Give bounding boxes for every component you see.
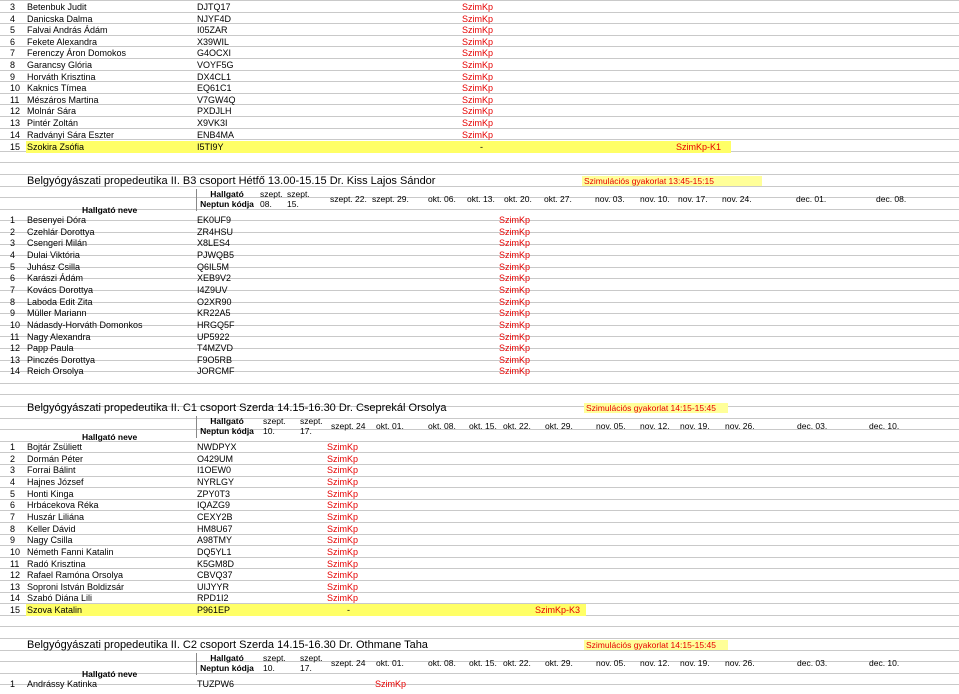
table-row[interactable] [0, 24, 959, 36]
column-date: dec. 01. [796, 194, 827, 204]
row-number: 10 [10, 319, 21, 330]
table-row[interactable] [0, 226, 959, 238]
row-number: 5 [10, 25, 16, 36]
neptun-code: TUZPW6 [197, 679, 234, 689]
row-number: 14 [10, 366, 21, 377]
table-row[interactable] [0, 13, 959, 25]
row-number: 12 [10, 343, 21, 354]
column-date: nov. 26. [725, 658, 755, 668]
student-name: Szabó Diána Lili [27, 593, 93, 604]
student-name: Kovács Dorottya [27, 284, 94, 295]
row-number: 5 [10, 488, 16, 499]
group-title: Belgyógyászati propedeutika II. C1 csoport Szerda 14.15-16.30 Dr. Cseprekál Orsolya [27, 402, 447, 414]
column-date: okt. 08. [428, 658, 456, 668]
neptun-code: X9VK3I [197, 118, 228, 128]
row-number: 9 [10, 535, 16, 546]
table-row[interactable] [0, 342, 959, 354]
row-number: 1 [10, 442, 16, 452]
grade-mark: SzimKp [499, 238, 531, 249]
grid-line [0, 626, 959, 627]
student-name: Garancsy Glória [27, 60, 93, 70]
table-row[interactable] [0, 581, 959, 593]
header-date: szept. [263, 653, 286, 663]
neptun-code: X8LES4 [197, 238, 231, 249]
student-name: Juhász Csilla [27, 261, 81, 272]
column-date: nov. 05. [596, 658, 626, 668]
neptun-code: T4MZVD [197, 343, 233, 354]
table-row[interactable] [0, 94, 959, 106]
header-date: szept. [300, 416, 323, 426]
grade-mark: SzimKp [462, 60, 494, 70]
student-name: Huszár Liliána [27, 511, 85, 522]
table-row[interactable] [0, 499, 959, 511]
column-date: nov. 17. [678, 194, 708, 204]
grade-mark: SzimKp [327, 442, 359, 452]
header-date: 08. [260, 199, 272, 209]
neptun-code: PJWQB5 [197, 249, 235, 260]
grid-line [0, 383, 959, 384]
grade-mark: SzimKp [462, 106, 494, 117]
column-date: okt. 15. [469, 421, 497, 431]
neptun-code: Q6IL5M [197, 261, 230, 272]
row-number: 3 [10, 2, 16, 12]
student-name: Soproni István Boldizsár [27, 581, 125, 592]
grade-mark: SzimKp [499, 354, 531, 365]
student-name: Bojtár Zsüliett [27, 442, 83, 452]
header-neptun-1: Hallgató [210, 189, 244, 199]
row-number: 1 [10, 215, 16, 225]
row-number: 12 [10, 570, 21, 581]
neptun-code: UP5922 [197, 331, 230, 342]
grade-mark: SzimKp [327, 500, 359, 511]
row-number: 6 [10, 500, 16, 511]
row-number: 14 [10, 129, 21, 140]
table-row[interactable] [0, 272, 959, 284]
header-date: szept. [287, 189, 310, 199]
neptun-code: F9O5RB [197, 354, 233, 365]
grade-mark: SzimKp [499, 331, 531, 342]
student-name: Besenyei Dóra [27, 215, 87, 225]
grade-mark: SzimKp [499, 366, 531, 377]
row-number: 8 [10, 523, 16, 534]
neptun-code: V7GW4Q [197, 94, 236, 105]
student-name: Nagy Alexandra [27, 331, 91, 342]
row-number: 11 [10, 558, 20, 569]
table-row[interactable] [0, 117, 959, 129]
grade-mark: SzimKp [327, 593, 359, 604]
student-name: Horváth Krisztina [27, 71, 96, 82]
grid-line [0, 162, 959, 163]
header-date: 17. [300, 426, 312, 436]
table-row[interactable] [0, 82, 959, 94]
table-row[interactable] [0, 237, 959, 249]
student-name: Szova Katalin [27, 605, 83, 615]
row-number: 13 [10, 118, 21, 128]
student-name: Pintér Zoltán [27, 118, 79, 128]
header-date: 10. [263, 426, 275, 436]
student-name: Karászi Ádám [27, 273, 84, 284]
simulation-note: Szimulációs gyakorlat 13:45-15:15 [582, 176, 762, 186]
grade-mark: SzimKp [499, 308, 531, 319]
column-date: dec. 03. [797, 421, 828, 431]
column-date: okt. 13. [467, 194, 495, 204]
row-number: 3 [10, 238, 16, 249]
student-name: Radványi Sára Eszter [27, 129, 115, 140]
table-row[interactable] [0, 105, 959, 117]
column-date: dec. 08. [876, 194, 907, 204]
neptun-code: NJYF4D [197, 13, 232, 24]
header-neptun-2: Neptun kódja [200, 199, 254, 209]
row-number: 7 [10, 511, 16, 522]
neptun-code: I5TI9Y [197, 142, 224, 152]
student-name: Papp Paula [27, 343, 74, 354]
table-row[interactable] [0, 129, 959, 141]
student-name: Dulai Viktória [27, 249, 80, 260]
neptun-code: EK0UF9 [197, 215, 232, 225]
column-date: okt. 20. [504, 194, 532, 204]
table-row[interactable] [0, 511, 959, 523]
table-row[interactable] [0, 307, 959, 319]
neptun-code: I1OEW0 [197, 465, 232, 476]
neptun-code: XEB9V2 [197, 273, 232, 284]
table-row[interactable] [0, 523, 959, 535]
neptun-code: HRGQ5F [197, 319, 235, 330]
neptun-code: RPD1I2 [197, 593, 229, 604]
neptun-code: DQ5YL1 [197, 546, 232, 557]
table-row[interactable] [0, 214, 959, 226]
table-row[interactable] [0, 569, 959, 581]
neptun-code: NWDPYX [197, 442, 237, 452]
row-number: 4 [10, 476, 16, 487]
row-number: 5 [10, 261, 16, 272]
row-number: 9 [10, 308, 16, 319]
column-date: okt. 22. [503, 421, 531, 431]
header-neptun-1: Hallgató [210, 653, 244, 663]
neptun-code: HM8U67 [197, 523, 233, 534]
neptun-code: A98TMY [197, 535, 233, 546]
grid-line [0, 418, 959, 419]
student-name: Nagy Csilla [27, 535, 73, 546]
table-row[interactable] [0, 284, 959, 296]
table-row[interactable] [0, 476, 959, 488]
column-date: okt. 22. [503, 658, 531, 668]
grade-mark: SzimKp [327, 523, 359, 534]
student-name: Hrbácekova Réka [27, 500, 99, 511]
student-name: Csengeri Milán [27, 238, 88, 249]
grade-mark: SzimKp [375, 679, 407, 689]
grade-mark: SzimKp [499, 273, 531, 284]
grade-mark: SzimKp [462, 2, 494, 12]
header-student-name: Hallgató neve [82, 669, 138, 679]
row-number: 10 [10, 83, 21, 94]
row-number: 6 [10, 36, 16, 47]
header-divider [196, 189, 197, 211]
column-date: nov. 24. [722, 194, 752, 204]
row-number: 13 [10, 581, 21, 592]
column-date: nov. 19. [680, 658, 710, 668]
student-name: Hajnes József [27, 476, 84, 487]
column-date: nov. 03. [595, 194, 625, 204]
column-date: nov. 26. [725, 421, 755, 431]
grade-mark: SzimKp [499, 343, 531, 354]
grade-mark: SzimKp [499, 296, 531, 307]
table-row[interactable] [0, 36, 959, 48]
column-date: okt. 15. [469, 658, 497, 668]
neptun-code: I05ZAR [197, 25, 228, 36]
header-date: szept. [300, 653, 323, 663]
row-number: 6 [10, 273, 16, 284]
column-date: szept. 22. [330, 194, 367, 204]
student-name: Czehlár Dorottya [27, 226, 95, 237]
table-row[interactable] [0, 558, 959, 570]
table-row[interactable] [0, 296, 959, 308]
neptun-code: O2XR90 [197, 296, 232, 307]
header-date: 10. [263, 663, 275, 673]
column-date: okt. 06. [428, 194, 456, 204]
grade-mark: SzimKp [462, 129, 494, 140]
student-name: Kaknics Tímea [27, 83, 87, 94]
row-number: 14 [10, 593, 21, 604]
simulation-note: Szimulációs gyakorlat 14:15-15:45 [584, 640, 728, 650]
column-date: okt. 01. [376, 658, 404, 668]
grade-mark: SzimKp [327, 535, 359, 546]
student-name: Andrássy Katinka [27, 679, 98, 689]
student-name: Ferenczy Áron Domokos [27, 48, 127, 59]
neptun-code: PXDJLH [197, 106, 232, 117]
table-row[interactable] [0, 47, 959, 59]
table-row[interactable] [0, 534, 959, 546]
row-number: 15 [10, 142, 21, 152]
column-date: nov. 05. [596, 421, 626, 431]
grade-mark: SzimKp [462, 48, 494, 59]
row-number: 9 [10, 71, 16, 82]
student-name: Müller Mariann [27, 308, 87, 319]
row-number: 7 [10, 284, 16, 295]
grade-mark: SzimKp [499, 226, 531, 237]
neptun-code: X39WIL [197, 36, 230, 47]
student-name: Németh Fanni Katalin [27, 546, 114, 557]
grid-line [0, 673, 959, 674]
column-date: nov. 12. [640, 421, 670, 431]
table-row[interactable] [0, 1, 959, 13]
table-row[interactable] [0, 71, 959, 83]
table-row[interactable] [0, 365, 959, 377]
student-name: Radó Krisztina [27, 558, 86, 569]
student-name: Betenbuk Judit [27, 2, 87, 12]
table-row[interactable] [0, 319, 959, 331]
grade-mark: SzimKp [462, 36, 494, 47]
student-name: Falvai András Ádám [27, 25, 108, 36]
row-number: 11 [10, 331, 20, 342]
header-neptun-1: Hallgató [210, 416, 244, 426]
column-date: okt. 29. [545, 421, 573, 431]
grade-mark: SzimKp [499, 215, 531, 225]
grade-mark: SzimKp [462, 118, 494, 128]
grid-line [0, 209, 959, 210]
neptun-code: I4Z9UV [197, 284, 228, 295]
table-row[interactable] [0, 441, 959, 453]
student-name: Laboda Edit Zita [27, 296, 93, 307]
column-date: szept. 24 [331, 658, 366, 668]
header-student-name: Hallgató neve [82, 205, 138, 215]
student-name: Dormán Péter [27, 453, 84, 464]
row-number: 12 [10, 106, 21, 117]
neptun-code: ZR4HSU [197, 226, 234, 237]
neptun-code: VOYF5G [197, 60, 234, 70]
row-number: 13 [10, 354, 21, 365]
table-row[interactable] [0, 546, 959, 558]
table-row[interactable] [0, 464, 959, 476]
grade-mark: SzimKp [462, 94, 494, 105]
neptun-code: ENB4MA [197, 129, 235, 140]
table-row[interactable] [0, 261, 959, 273]
neptun-code: DX4CL1 [197, 71, 232, 82]
row-number: 8 [10, 60, 16, 70]
grade-mark: SzimKp [327, 465, 359, 476]
student-name: Forrai Bálint [27, 465, 76, 476]
table-row[interactable] [0, 678, 959, 690]
table-row[interactable] [10, 604, 586, 616]
neptun-code: UIJYYR [197, 581, 230, 592]
row-number: 4 [10, 249, 16, 260]
group-title: Belgyógyászati propedeutika II. C2 csoport Szerda 14.15-16.30 Dr. Othmane Taha [27, 639, 428, 651]
neptun-code: DJTQ17 [197, 2, 231, 12]
header-date: 17. [300, 663, 312, 673]
table-row[interactable] [10, 141, 731, 153]
dash-mark: - [480, 142, 483, 152]
table-row[interactable] [0, 592, 959, 604]
table-row[interactable] [0, 488, 959, 500]
header-date: szept. [263, 416, 286, 426]
column-date: dec. 10. [869, 658, 900, 668]
header-student-name: Hallgató neve [82, 432, 138, 442]
grade-mark: SzimKp [327, 570, 359, 581]
row-number: 2 [10, 226, 16, 237]
neptun-code: K5GM8D [197, 558, 235, 569]
student-name: Rafael Ramóna Orsolya [27, 570, 124, 581]
column-date: okt. 01. [376, 421, 404, 431]
column-date: okt. 08. [428, 421, 456, 431]
student-name: Keller Dávid [27, 523, 76, 534]
header-date: szept. [260, 189, 283, 199]
row-number: 15 [10, 605, 21, 615]
column-date: nov. 10. [640, 194, 670, 204]
grade-mark: SzimKp [327, 558, 359, 569]
neptun-code: P961EP [197, 605, 231, 615]
dash-mark: - [347, 605, 350, 615]
table-row[interactable] [0, 249, 959, 261]
grade-mark: SzimKp-K1 [676, 142, 722, 152]
row-number: 1 [10, 679, 16, 689]
student-name: Fekete Alexandra [27, 36, 98, 47]
neptun-code: O429UM [197, 453, 234, 464]
student-name: Molnár Sára [27, 106, 77, 117]
grade-mark: SzimKp [499, 319, 531, 330]
grade-mark: SzimKp [462, 83, 494, 94]
column-date: okt. 27. [544, 194, 572, 204]
student-name: Mészáros Martina [27, 94, 99, 105]
row-number: 2 [10, 453, 16, 464]
grade-mark: SzimKp [499, 249, 531, 260]
neptun-code: NYRLGY [197, 476, 235, 487]
neptun-code: JORCMF [197, 366, 235, 377]
grid-line [0, 394, 959, 395]
row-number: 8 [10, 296, 16, 307]
row-number: 10 [10, 546, 21, 557]
grade-mark: SzimKp [499, 284, 531, 295]
column-date: szept. 24 [331, 421, 366, 431]
column-date: szept. 29. [372, 194, 409, 204]
grade-mark: SzimKp [327, 488, 359, 499]
column-date: nov. 19. [680, 421, 710, 431]
table-row[interactable] [0, 354, 959, 366]
column-date: dec. 03. [797, 658, 828, 668]
header-divider [196, 416, 197, 438]
neptun-code: IQAZG9 [197, 500, 231, 511]
student-name: Honti Kinga [27, 488, 74, 499]
table-row[interactable] [0, 331, 959, 343]
row-number: 7 [10, 48, 16, 59]
student-name: Nádasdy-Horváth Domonkos [27, 319, 143, 330]
neptun-code: KR22A5 [197, 308, 231, 319]
neptun-code: CBVQ37 [197, 570, 233, 581]
neptun-code: EQ61C1 [197, 83, 232, 94]
neptun-code: CEXY2B [197, 511, 233, 522]
group-title: Belgyógyászati propedeutika II. B3 csoport Hétfő 13.00-15.15 Dr. Kiss Lajos Sándor [27, 175, 436, 187]
simulation-note: Szimulációs gyakorlat 14:15-15:45 [584, 403, 728, 413]
neptun-code: ZPY0T3 [197, 488, 231, 499]
column-date: okt. 29. [545, 658, 573, 668]
grade-mark: SzimKp [327, 581, 359, 592]
table-row[interactable] [0, 453, 959, 465]
row-number: 3 [10, 465, 16, 476]
header-divider [196, 653, 197, 675]
student-name: Reich Orsolya [27, 366, 84, 377]
header-date: 15. [287, 199, 299, 209]
grade-mark: SzimKp [327, 511, 359, 522]
student-name: Szokira Zsófia [27, 142, 85, 152]
grade-mark: SzimKp [499, 261, 531, 272]
student-name: Danicska Dalma [27, 13, 93, 24]
column-date: dec. 10. [869, 421, 900, 431]
row-number: 11 [10, 94, 20, 105]
table-row[interactable] [0, 59, 959, 71]
grade-mark: SzimKp-K3 [535, 605, 581, 615]
column-date: nov. 12. [640, 658, 670, 668]
grade-mark: SzimKp [327, 476, 359, 487]
grade-mark: SzimKp [327, 453, 359, 464]
grade-mark: SzimKp [462, 71, 494, 82]
header-neptun-2: Neptun kódja [200, 426, 254, 436]
grade-mark: SzimKp [462, 13, 494, 24]
header-neptun-2: Neptun kódja [200, 663, 254, 673]
student-name: Pinczés Dorottya [27, 354, 96, 365]
row-number: 4 [10, 13, 16, 24]
grade-mark: SzimKp [462, 25, 494, 36]
neptun-code: G4OCXI [197, 48, 232, 59]
grade-mark: SzimKp [327, 546, 359, 557]
